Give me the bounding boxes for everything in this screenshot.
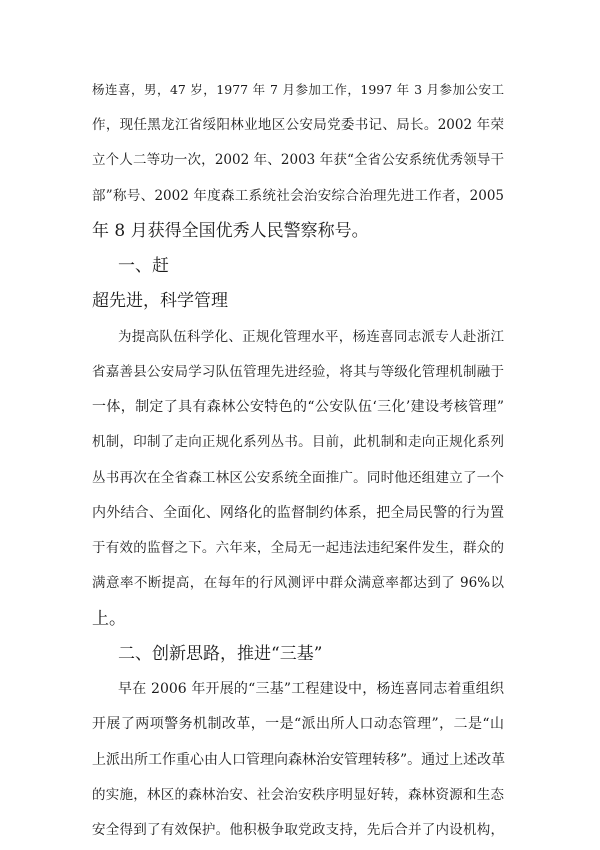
- section1-line-6: 内外结合、全面化、网络化的监督制约体系，把全局民警的行为置: [92, 505, 504, 521]
- section1-line-9: 上。: [92, 609, 126, 629]
- section1-line-7: 于有效的监督之下。六年来，全局无一起违法违纪案件发生，群众的: [92, 540, 504, 556]
- intro-line-5: 年 8 月获得全国优秀人民警察称号。: [92, 221, 369, 241]
- section1-line-2: 省嘉善县公安局学习队伍管理先进经验，将其与等级化管理机制融于: [92, 364, 504, 380]
- section2-line-4: 的实施，林区的森林治安、社会治安秩序明显好转，森林资源和生态: [92, 787, 504, 803]
- section1-heading-part2: 超先进，科学管理: [92, 291, 228, 311]
- intro-line-1: 杨连喜，男，47 岁，1977 年 7 月参加工作，1997 年 3 月参加公安工: [92, 82, 504, 97]
- section1-line-5: 丛书再次在全省森工林区公安系统全面推广。同时他还组建立了一个: [92, 470, 504, 486]
- section2-heading: 二、创新思路，推进“三基”: [118, 644, 323, 664]
- section2-line-3: 上派出所工作重心由人口管理向森林治安管理转移”。通过上述改革: [92, 752, 506, 768]
- intro-line-2: 作，现任黑龙江省绥阳林业地区公安局党委书记、局长。2002 年荣: [92, 117, 504, 133]
- section1-line-8: 满意率不断提高，在每年的行风测评中群众满意率都达到了 96%以: [92, 575, 504, 591]
- section2-line-1: 早在 2006 年开展的“三基”工程建设中，杨连喜同志着重组织: [118, 681, 504, 697]
- section1-line-3: 一体，制定了具有森林公安特色的“公安队伍‘三化’建设考核管理”: [92, 399, 504, 415]
- section1-line-4: 机制，印制了走向正规化系列丛书。目前，此机制和走向正规化系列: [92, 434, 504, 450]
- intro-line-3: 立个人二等功一次，2002 年、2003 年获“全省公安系统优秀领导干: [92, 152, 504, 168]
- section2-line-2: 开展了两项警务机制改革，一是“派出所人口动态管理”，二是“山: [92, 716, 504, 732]
- intro-line-4: 部”称号、2002 年度森工系统社会治安综合治理先进工作者，2005: [92, 188, 504, 204]
- section1-line-1: 为提高队伍科学化、正规化管理水平，杨连喜同志派专人赴浙江: [118, 329, 504, 345]
- section1-heading-part1: 一、赶: [118, 256, 169, 276]
- section2-line-5: 安全得到了有效保护。他积极争取党政支持，先后合并了内设机构，: [92, 822, 504, 838]
